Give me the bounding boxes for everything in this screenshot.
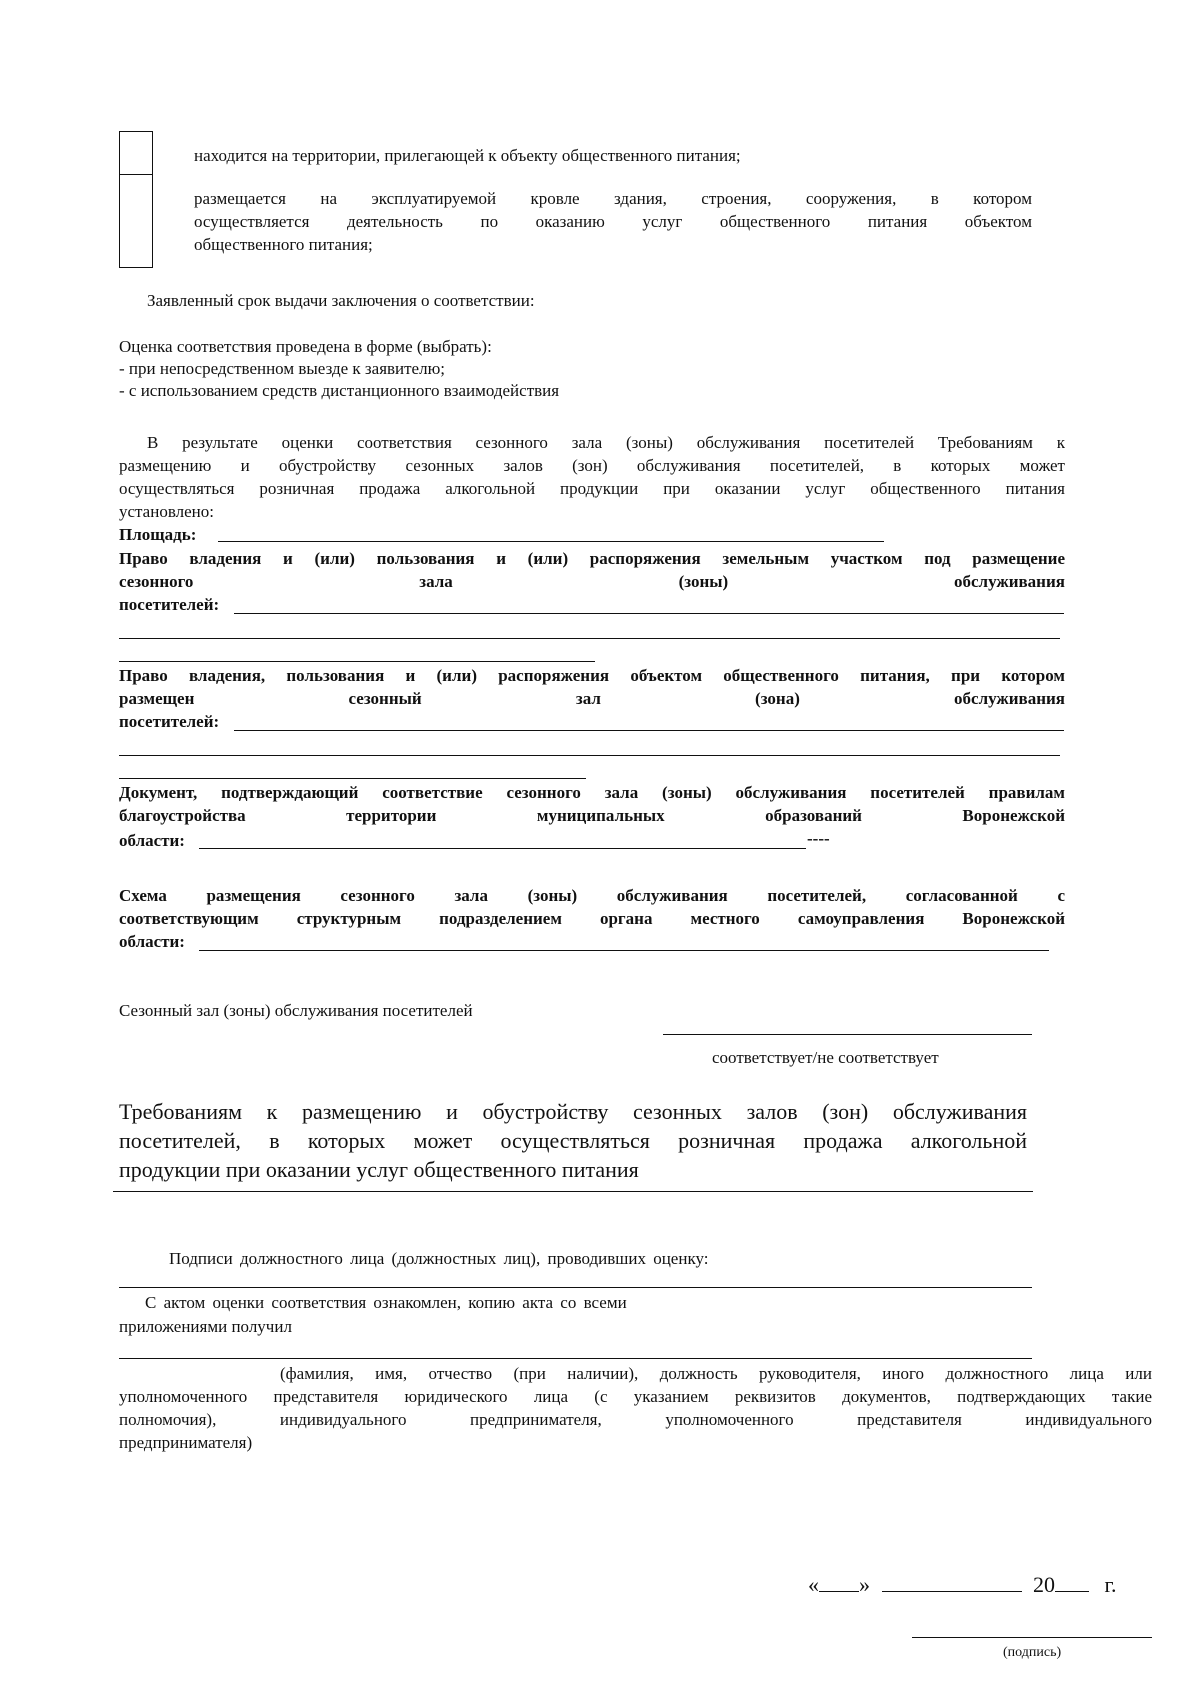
date-open-quote: « bbox=[808, 1572, 819, 1597]
scheme-line-1: Схема размещения сезонного зала (зоны) обслуживания посетителей, согласованной с bbox=[119, 886, 1065, 905]
person-note-line-4: предпринимателя) bbox=[119, 1433, 253, 1452]
land-right-line-1: Право владения и (или) пользования и (или) распоряжения земельным участком под размещение bbox=[119, 549, 1065, 568]
person-note-line-1: (фамилия, имя, отчество (при наличии), должность руководителя, иного должностного лица или bbox=[280, 1364, 1152, 1383]
date-day-field[interactable] bbox=[819, 1573, 859, 1592]
requirements-line-3: продукции при оказании услуг общественного питания bbox=[119, 1157, 639, 1182]
acknowledged-line-2: приложениями получил bbox=[119, 1317, 292, 1336]
date-month-field[interactable] bbox=[882, 1573, 1022, 1592]
scheme-line-2: соответствующим структурным подразделением органа местного самоуправления Воронежской bbox=[119, 909, 1065, 928]
document-line-3: области: bbox=[119, 831, 185, 850]
assessment-option-onsite[interactable]: - при непосредственном выезде к заявителю; bbox=[119, 359, 446, 378]
checkbox-territory[interactable] bbox=[119, 131, 153, 176]
person-note-line-2: уполномоченного представителя юридического лица (с указанием реквизитов документов, подтверждающих такие bbox=[119, 1387, 1152, 1406]
option-roof-line-3: общественного питания; bbox=[194, 235, 373, 254]
acknowledged-line-1: С актом оценки соответствия ознакомлен, копию акта со всеми bbox=[145, 1293, 627, 1312]
checkbox-roof[interactable] bbox=[119, 174, 153, 268]
document-dashes: ---- bbox=[807, 829, 830, 848]
date-close-quote: » bbox=[859, 1572, 870, 1597]
conclusion-choice: соответствует/не соответствует bbox=[712, 1048, 939, 1067]
requirements-line-2: посетителей, в которых может осуществляться розничная продажа алкогольной bbox=[119, 1128, 1027, 1153]
area-label: Площадь: bbox=[119, 525, 197, 544]
document-input-line[interactable] bbox=[199, 848, 806, 849]
date-row bbox=[808, 1572, 1117, 1598]
date-year-suffix: г. bbox=[1104, 1572, 1117, 1597]
result-line-3: осуществляться розничная продажа алкогольной продукции при оказании услуг общественного питания bbox=[119, 479, 1065, 498]
object-right-input-line-1[interactable] bbox=[234, 730, 1064, 731]
land-right-input-line-3[interactable] bbox=[119, 661, 595, 662]
area-input-line[interactable] bbox=[218, 541, 884, 542]
document-line-2: благоустройства территории муниципальных образований Воронежской bbox=[119, 806, 1065, 825]
scheme-line-3: области: bbox=[119, 932, 185, 951]
option-roof-line-2: осуществляется деятельность по оказанию услуг общественного питания объектом bbox=[194, 212, 1032, 231]
officials-signature-line[interactable] bbox=[119, 1287, 1032, 1288]
result-line-4: установлено: bbox=[119, 502, 214, 521]
assessment-form-title: Оценка соответствия проведена в форме (выбрать): bbox=[119, 337, 492, 356]
option-roof-line-1: размещается на эксплуатируемой кровле здания, строения, сооружения, в котором bbox=[194, 189, 1032, 208]
person-note-line-3: полномочия), индивидуального предпринимателя, уполномоченного представителя индивидуального bbox=[119, 1410, 1152, 1429]
recipient-signature-line[interactable] bbox=[119, 1358, 1032, 1359]
object-right-input-line-2[interactable] bbox=[119, 755, 1060, 756]
option-territory-text: находится на территории, прилегающей к объекту общественного питания; bbox=[194, 146, 741, 165]
object-right-line-3: посетителей: bbox=[119, 712, 220, 731]
conclusion-label: Сезонный зал (зоны) обслуживания посетителей bbox=[119, 1001, 473, 1020]
object-right-line-2: размещен сезонный зал (зона) обслуживания bbox=[119, 689, 1065, 708]
result-line-1: В результате оценки соответствия сезонного зала (зоны) обслуживания посетителей Требованиям к bbox=[147, 433, 1065, 452]
officials-signature-label: Подписи должностного лица (должностных лиц), проводивших оценку: bbox=[169, 1249, 709, 1268]
signature-caption: (подпись) bbox=[1003, 1645, 1062, 1660]
date-year-prefix: 20 bbox=[1033, 1572, 1055, 1597]
document-line-1: Документ, подтверждающий соответствие сезонного зала (зоны) обслуживания посетителей правилам bbox=[119, 783, 1065, 802]
requirements-line-1: Требованиям к размещению и обустройству сезонных залов (зон) обслуживания bbox=[119, 1099, 1027, 1124]
object-right-line-1: Право владения, пользования и (или) распоряжения объектом общественного питания, при котором bbox=[119, 666, 1065, 685]
assessment-option-remote[interactable]: - с использованием средств дистанционного взаимодействия bbox=[119, 381, 560, 400]
signature-line[interactable] bbox=[912, 1637, 1152, 1638]
issue-term-label: Заявленный срок выдачи заключения о соответствии: bbox=[147, 291, 535, 310]
conclusion-input-line[interactable] bbox=[663, 1034, 1032, 1035]
scheme-input-line[interactable] bbox=[199, 950, 1049, 951]
land-right-input-line-2[interactable] bbox=[119, 638, 1060, 639]
requirements-underline bbox=[113, 1191, 1033, 1192]
result-line-2: размещению и обустройству сезонных залов (зон) обслуживания посетителей, в которых может bbox=[119, 456, 1065, 475]
date-year-field[interactable] bbox=[1055, 1573, 1089, 1592]
object-right-input-line-3[interactable] bbox=[119, 778, 586, 779]
land-right-input-line-1[interactable] bbox=[234, 613, 1064, 614]
land-right-line-2: сезонного зала (зоны) обслуживания bbox=[119, 572, 1065, 591]
land-right-line-3: посетителей: bbox=[119, 595, 220, 614]
